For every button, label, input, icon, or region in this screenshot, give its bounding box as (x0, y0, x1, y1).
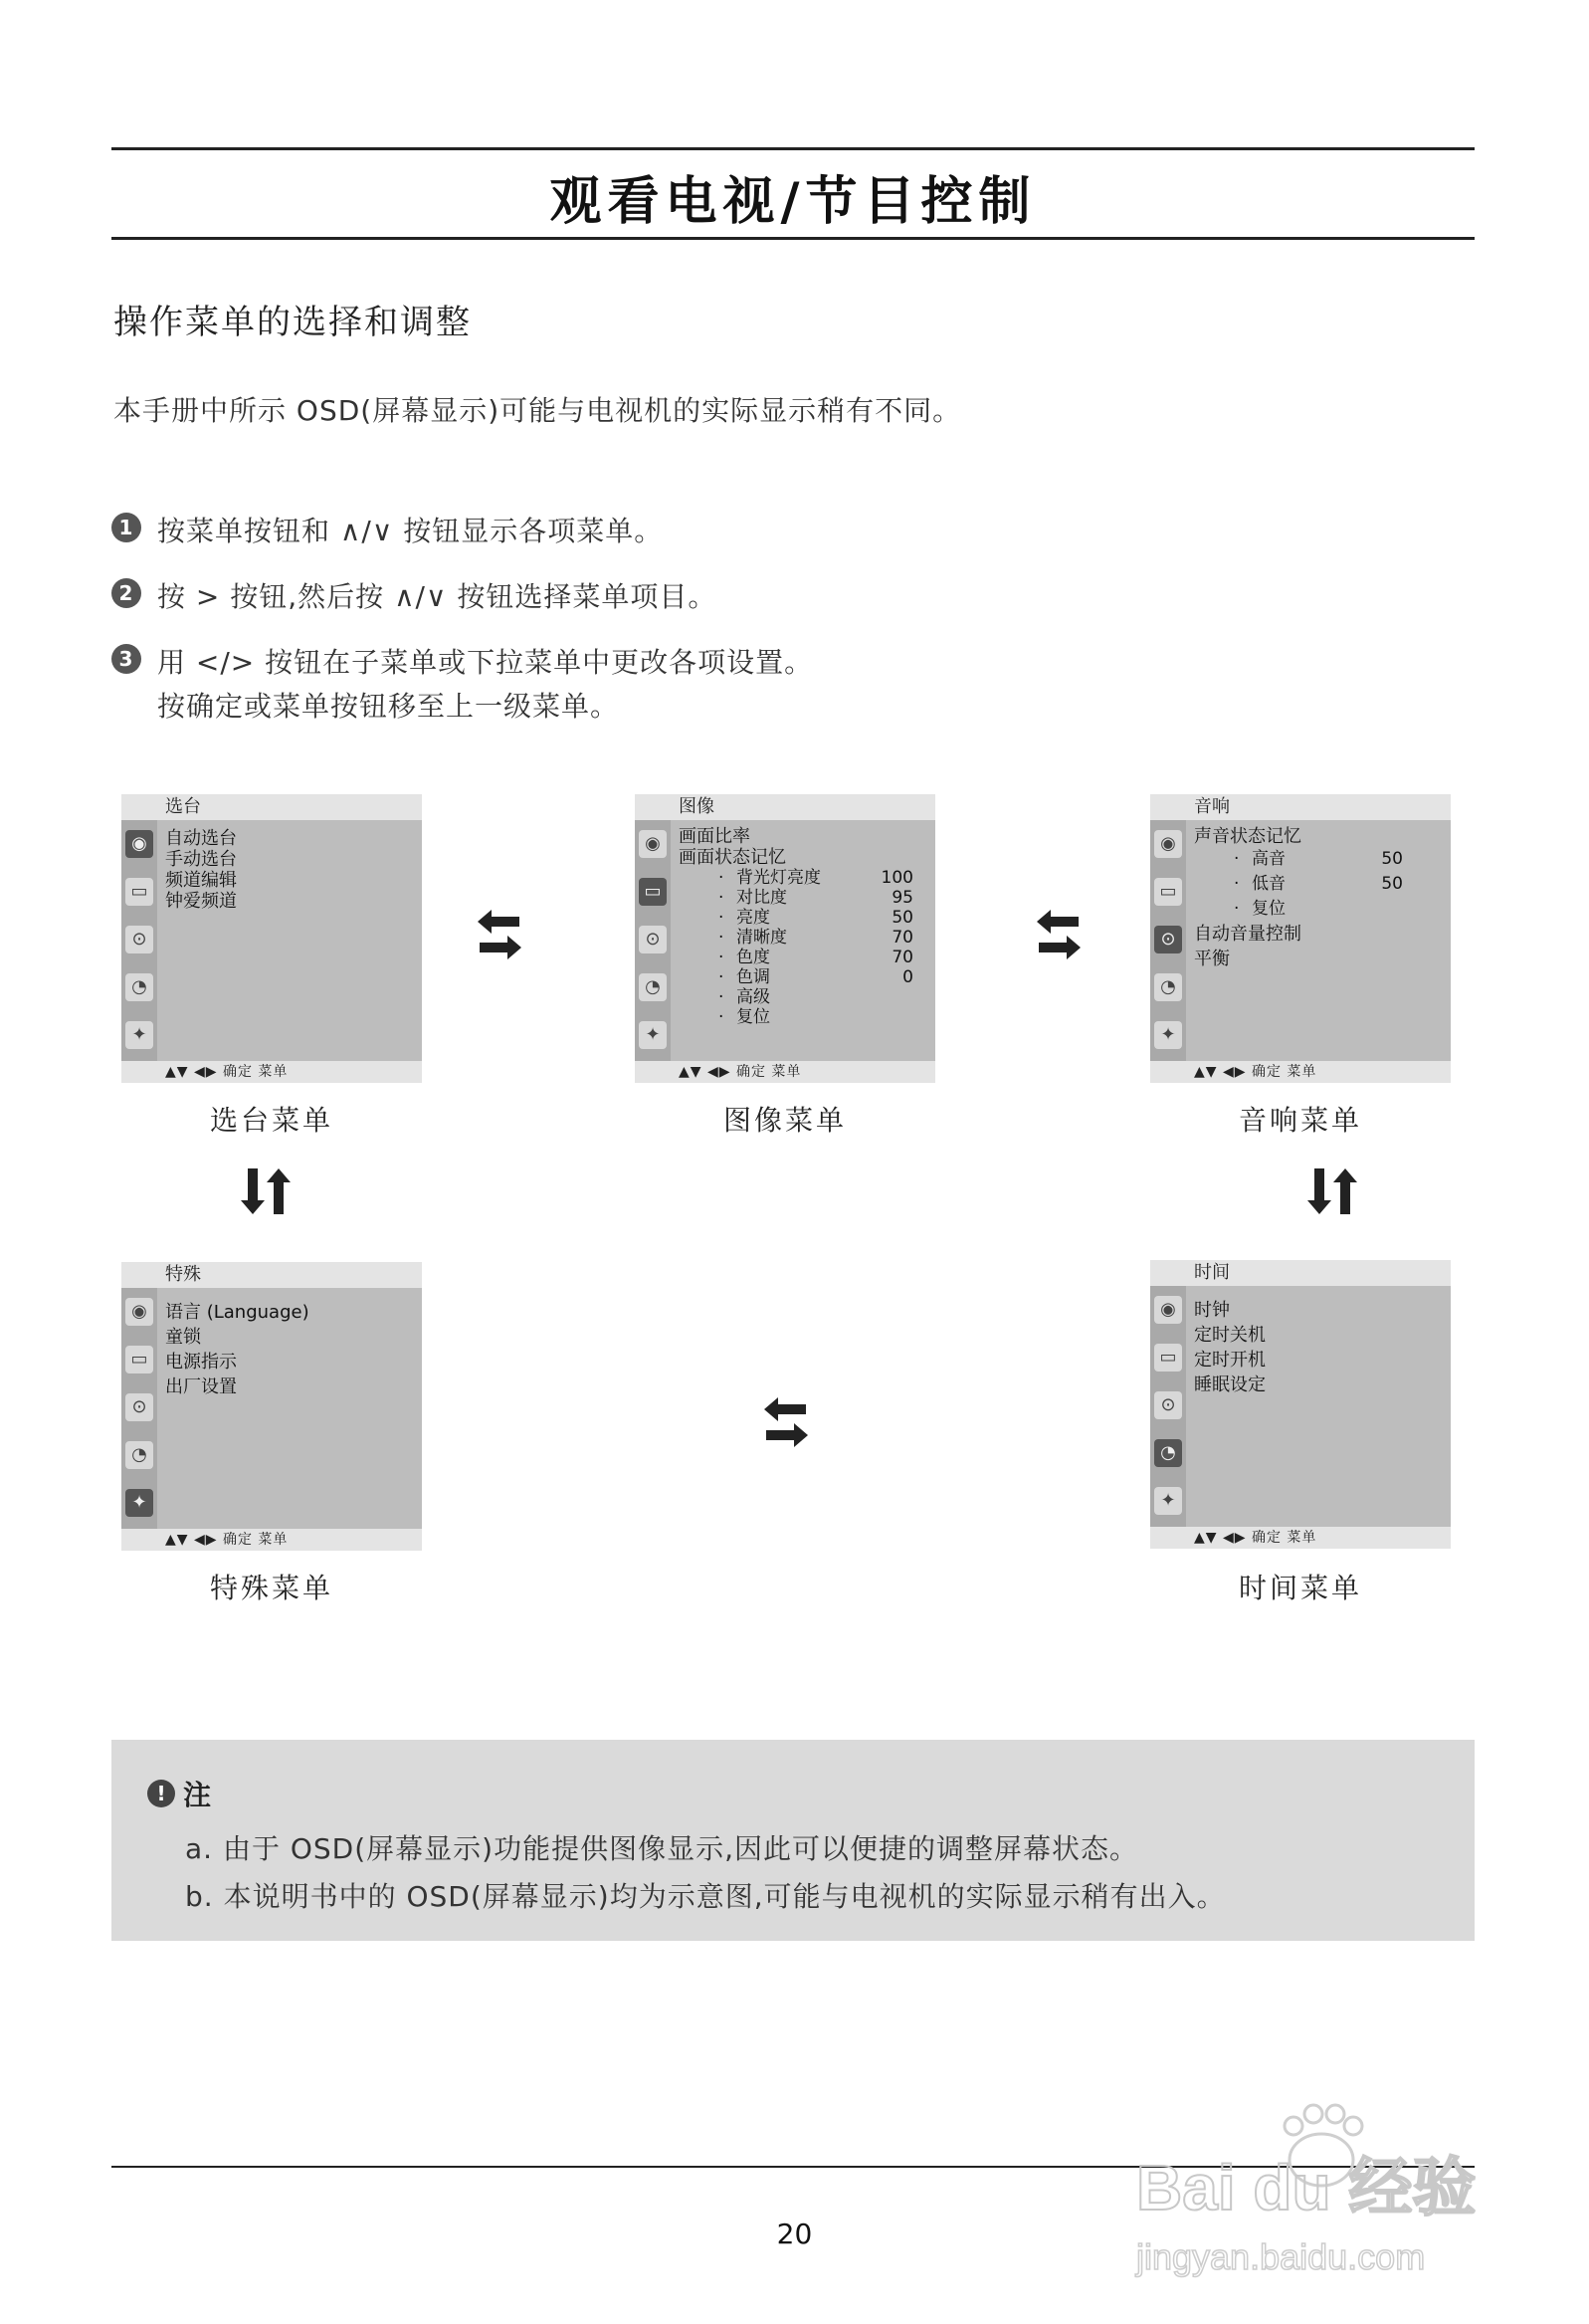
osd-item-label: 高级 (736, 987, 770, 1007)
osd-item: 定时开机 (1194, 1350, 1266, 1371)
osd-header: 选台 (165, 796, 201, 817)
note-line: a. 由于 OSD(屏幕显示)功能提供图像显示,因此可以便捷的调整屏幕状态。 (185, 1832, 1138, 1865)
caption-special-menu: 特殊菜单 (209, 1572, 333, 1604)
osd-subitem (679, 948, 927, 967)
osd-item-label: 清晰度 (736, 928, 787, 948)
osd-item-value: 50 (892, 908, 913, 928)
osd-item-label: 自动音量控制 (1194, 924, 1301, 945)
swap-vertical-arrows-icon (1305, 1166, 1359, 1216)
osd-footer-hint: ▲▼ ◀▶ 确定 菜单 (165, 1064, 289, 1080)
osd-header: 图像 (679, 796, 714, 817)
osd-footer-hint: ▲▼ ◀▶ 确定 菜单 (1194, 1064, 1317, 1080)
osd-sidebar (635, 820, 671, 1061)
osd-item (1194, 826, 1443, 847)
osd-subitem (679, 967, 927, 987)
osd-sidebar (1150, 1286, 1186, 1527)
osd-subitem (1194, 897, 1443, 922)
osd-item-label: 高音 (1252, 849, 1286, 869)
osd-item: 语言 (Language) (165, 1302, 309, 1323)
step-number: 1 (111, 513, 141, 542)
osd-item: 频道编辑 (165, 870, 237, 891)
special-icon: ✦ (125, 1021, 153, 1049)
swap-vertical-arrows-icon (239, 1166, 293, 1216)
osd-time-menu (1150, 1260, 1451, 1549)
step-number: 3 (111, 644, 141, 674)
step-number: 2 (111, 578, 141, 608)
note-box (111, 1740, 1475, 1941)
sound-icon: ⊙ (639, 926, 667, 953)
osd-item: 自动选台 (165, 828, 237, 849)
picture-icon: ▭ (1154, 878, 1182, 906)
osd-item-value: 70 (892, 948, 913, 967)
swap-arrows-icon (764, 1395, 808, 1449)
osd-special-menu (121, 1262, 422, 1551)
swap-arrows-icon (1037, 908, 1081, 961)
special-icon: ✦ (125, 1489, 153, 1517)
clock-icon: ◔ (125, 1441, 153, 1469)
note-line: b. 本说明书中的 OSD(屏幕显示)均为示意图,可能与电视机的实际显示稍有出入。 (185, 1880, 1226, 1913)
osd-subitem (679, 1007, 927, 1027)
picture-icon: ▭ (1154, 1344, 1182, 1372)
osd-item: 定时关机 (1194, 1325, 1266, 1346)
osd-header: 时间 (1194, 1262, 1230, 1283)
caption-channel-menu: 选台菜单 (209, 1104, 333, 1137)
osd-item-label: 画面比率 (679, 826, 750, 847)
clock-icon: ◔ (1154, 1439, 1182, 1467)
watermark-brand: Bai du 经验 (1136, 2152, 1477, 2223)
clock-icon: ◔ (1154, 973, 1182, 1001)
osd-subitem (679, 868, 927, 888)
osd-item-label: 亮度 (736, 908, 770, 928)
osd-item-value: 50 (1381, 849, 1403, 869)
osd-sidebar (121, 1288, 157, 1529)
osd-item-label: 画面状态记忆 (679, 847, 786, 868)
osd-sound-menu (1150, 794, 1451, 1083)
osd-item-value: 100 (881, 868, 913, 888)
clock-icon: ◔ (125, 973, 153, 1001)
sound-icon: ⊙ (1154, 926, 1182, 953)
osd-subitem (679, 987, 927, 1007)
osd-subitem (679, 888, 927, 908)
osd-item: 出厂设置 (165, 1376, 237, 1397)
step-2 (111, 575, 716, 619)
caption-time-menu: 时间菜单 (1238, 1572, 1362, 1604)
step-1 (111, 510, 663, 553)
osd-item: 睡眠设定 (1194, 1374, 1266, 1395)
step-text: 按 > 按钮,然后按 ∧/∨ 按钮选择菜单项目。 (157, 580, 717, 613)
osd-item-value: 0 (902, 967, 913, 987)
osd-footer-hint: ▲▼ ◀▶ 确定 菜单 (679, 1064, 802, 1080)
special-icon: ✦ (1154, 1487, 1182, 1515)
osd-channel-menu (121, 794, 422, 1083)
osd-item-label: 平衡 (1194, 949, 1230, 969)
watermark-url: jingyan.baidu.com (1136, 2236, 1426, 2277)
osd-item-value: 95 (892, 888, 913, 908)
osd-item-value: 70 (892, 928, 913, 948)
page-number: 20 (776, 2218, 813, 2250)
sound-icon: ⊙ (125, 1393, 153, 1421)
osd-footer-hint: ▲▼ ◀▶ 确定 菜单 (1194, 1530, 1317, 1546)
osd-item-label: 复位 (1252, 899, 1286, 919)
osd-item-label: 低音 (1252, 874, 1286, 894)
channel-icon: ◉ (1154, 830, 1182, 858)
osd-item-value: 50 (1381, 874, 1403, 894)
special-icon: ✦ (1154, 1021, 1182, 1049)
osd-picture-menu (635, 794, 935, 1083)
channel-icon: ◉ (125, 1298, 153, 1326)
osd-sidebar (121, 820, 157, 1061)
osd-item (1194, 922, 1443, 947)
osd-item-label: 复位 (736, 1007, 770, 1027)
step-text: 按确定或菜单按钮移至上一级菜单。 (157, 690, 620, 723)
channel-icon: ◉ (1154, 1296, 1182, 1324)
osd-subitem (1194, 872, 1443, 897)
osd-subitem (679, 908, 927, 928)
swap-arrows-icon (478, 908, 521, 961)
page-title: 观看电视/节目控制 (549, 172, 1037, 232)
special-icon: ✦ (639, 1021, 667, 1049)
osd-item-label: 色调 (736, 967, 770, 987)
osd-item: 童锁 (165, 1327, 201, 1348)
osd-footer-hint: ▲▼ ◀▶ 确定 菜单 (165, 1532, 289, 1548)
channel-icon: ◉ (125, 830, 153, 858)
osd-item (1194, 947, 1443, 971)
title-rule (111, 237, 1475, 240)
sound-icon: ⊙ (125, 926, 153, 953)
osd-subitem (679, 928, 927, 948)
osd-item-label: 声音状态记忆 (1194, 826, 1301, 847)
osd-sidebar (1150, 820, 1186, 1061)
exclamation-icon: ! (147, 1780, 175, 1807)
osd-header: 音响 (1194, 796, 1230, 817)
clock-icon: ◔ (639, 973, 667, 1001)
channel-icon: ◉ (639, 830, 667, 858)
osd-item-label: 背光灯亮度 (736, 868, 821, 888)
step-3 (111, 641, 813, 729)
step-text: 用 </> 按钮在子菜单或下拉菜单中更改各项设置。 (157, 646, 814, 679)
intro-text: 本手册中所示 OSD(屏幕显示)可能与电视机的实际显示稍有不同。 (113, 394, 962, 427)
picture-icon: ▭ (125, 1346, 153, 1373)
osd-item: 时钟 (1194, 1300, 1230, 1321)
osd-item: 钟爱频道 (165, 891, 237, 912)
step-text: 按菜单按钮和 ∧/∨ 按钮显示各项菜单。 (157, 515, 664, 547)
picture-icon: ▭ (125, 878, 153, 906)
caption-sound-menu: 音响菜单 (1238, 1104, 1362, 1137)
osd-item-label: 对比度 (736, 888, 787, 908)
osd-item: 电源指示 (165, 1352, 237, 1373)
osd-item (679, 826, 927, 847)
osd-item: 手动选台 (165, 849, 237, 870)
top-rule (111, 147, 1475, 150)
note-heading: 注 (183, 1779, 212, 1811)
osd-item (679, 847, 927, 868)
baidu-watermark-logo (1124, 2090, 1522, 2289)
osd-header: 特殊 (165, 1264, 201, 1285)
osd-item-label: 色度 (736, 948, 770, 967)
section-heading: 操作菜单的选择和调整 (113, 303, 472, 342)
sound-icon: ⊙ (1154, 1391, 1182, 1419)
caption-picture-menu: 图像菜单 (722, 1104, 847, 1137)
osd-subitem (1194, 847, 1443, 872)
picture-icon: ▭ (639, 878, 667, 906)
